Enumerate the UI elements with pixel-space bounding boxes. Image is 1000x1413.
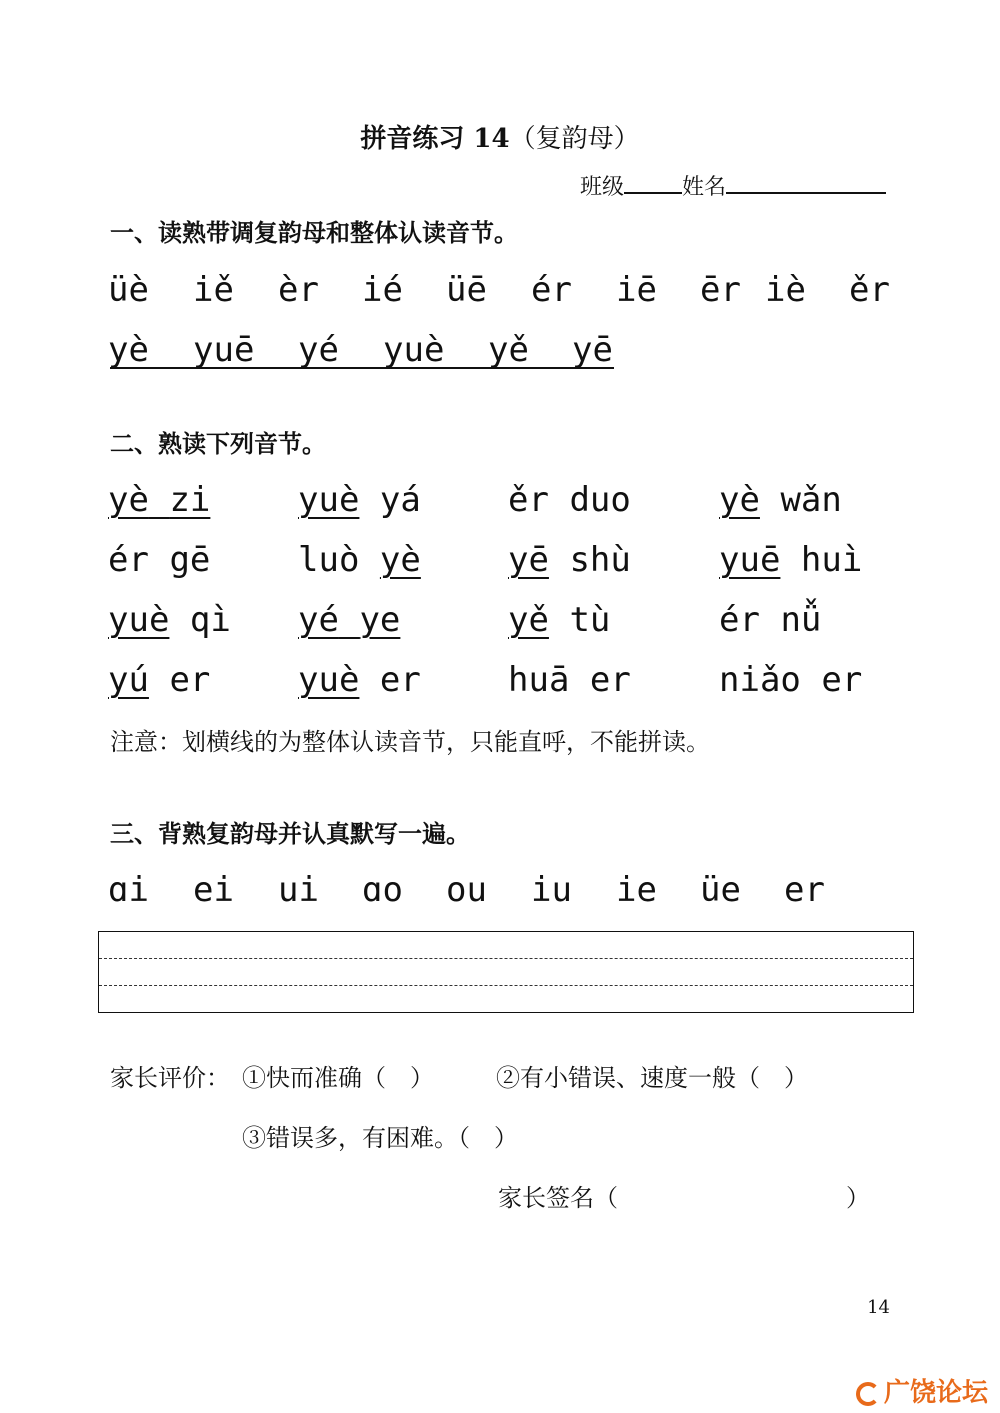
pinyin: yú bbox=[108, 660, 149, 700]
pinyin: er bbox=[169, 660, 211, 700]
word bbox=[298, 660, 421, 700]
pinyin: yè bbox=[108, 480, 149, 520]
pinyin: yě bbox=[488, 330, 529, 370]
pinyin: yē bbox=[572, 330, 613, 370]
word bbox=[108, 600, 231, 640]
pinyin: iē bbox=[616, 270, 657, 310]
parent-label: 家长评价： bbox=[110, 1064, 230, 1092]
pinyin: er bbox=[589, 660, 631, 700]
word bbox=[108, 660, 210, 700]
page-title: 拼音练习 14（复韵母） bbox=[360, 124, 640, 154]
pinyin: yé bbox=[298, 600, 339, 640]
pinyin: ye bbox=[359, 600, 401, 640]
class-name-line bbox=[580, 170, 886, 201]
pinyin: shù bbox=[569, 540, 631, 580]
pinyin: üè bbox=[108, 270, 149, 310]
pinyin: ér bbox=[108, 540, 149, 580]
pinyin: iu bbox=[531, 870, 572, 910]
pinyin: ié bbox=[362, 270, 403, 310]
name-blank[interactable] bbox=[726, 172, 886, 194]
word bbox=[508, 480, 631, 520]
word bbox=[719, 600, 821, 640]
pinyin: zi bbox=[169, 480, 211, 520]
guide-line bbox=[99, 958, 913, 959]
logo-icon bbox=[856, 1382, 880, 1406]
word bbox=[298, 600, 400, 640]
pinyin: yuē bbox=[719, 540, 781, 580]
section1-heading: 一、读熟带调复韵母和整体认读音节。 bbox=[110, 218, 518, 247]
pinyin: er bbox=[379, 660, 421, 700]
pinyin: ɑo bbox=[362, 870, 403, 910]
pinyin: yuè bbox=[383, 330, 445, 370]
pinyin: luò bbox=[298, 540, 360, 580]
parent-option-1: ①快而准确（ ） bbox=[242, 1064, 434, 1092]
pinyin: yè bbox=[108, 330, 149, 370]
pinyin: tù bbox=[569, 600, 611, 640]
parent-option-2: ②有小错误、速度一般（ ） bbox=[496, 1064, 808, 1092]
pinyin: ěr bbox=[849, 270, 890, 310]
parent-sign-close: ） bbox=[846, 1184, 870, 1212]
pinyin: huì bbox=[800, 540, 863, 580]
pinyin: nǚ bbox=[780, 600, 822, 640]
pinyin: ěr bbox=[508, 480, 549, 520]
pinyin: niǎo bbox=[719, 660, 801, 700]
word bbox=[719, 660, 862, 700]
pinyin: qì bbox=[189, 600, 231, 640]
pinyin: yuē bbox=[193, 330, 255, 370]
pinyin: wǎn bbox=[780, 480, 842, 520]
pinyin: èr bbox=[278, 270, 319, 310]
note: 注意：划横线的为整体认读音节，只能直呼，不能拼读。 bbox=[110, 728, 710, 756]
pinyin: yá bbox=[379, 480, 421, 520]
pinyin: huā bbox=[508, 660, 570, 700]
pinyin: yuè bbox=[108, 600, 170, 640]
page-number: 14 bbox=[867, 1297, 890, 1318]
pinyin: ui bbox=[278, 870, 319, 910]
word bbox=[108, 540, 210, 580]
watermark-logo: 广饶论坛 bbox=[856, 1372, 988, 1409]
word bbox=[508, 660, 631, 700]
section3-heading: 三、背熟复韵母并认真默写一遍。 bbox=[110, 819, 470, 848]
class-blank[interactable] bbox=[624, 172, 682, 194]
word bbox=[719, 540, 862, 580]
pinyin: ér bbox=[719, 600, 760, 640]
pinyin: ie bbox=[616, 870, 657, 910]
pinyin: iè bbox=[765, 270, 806, 310]
parent-sign-label: 家长签名（ bbox=[498, 1184, 618, 1212]
pinyin: er bbox=[821, 660, 863, 700]
pinyin: gē bbox=[169, 540, 211, 580]
pinyin: duo bbox=[569, 480, 631, 520]
word bbox=[298, 540, 421, 580]
pinyin: ɑi bbox=[108, 870, 149, 910]
pinyin: er bbox=[784, 870, 825, 910]
word bbox=[298, 480, 421, 520]
pinyin: yè bbox=[719, 480, 760, 520]
word bbox=[719, 480, 842, 520]
section1-row2-underline bbox=[110, 367, 614, 369]
pinyin: ei bbox=[193, 870, 234, 910]
pinyin: yē bbox=[508, 540, 549, 580]
pinyin: iě bbox=[193, 270, 234, 310]
word bbox=[508, 600, 610, 640]
pinyin: üe bbox=[700, 870, 741, 910]
word bbox=[508, 540, 631, 580]
parent-option-3: ③错误多，有困难。（ ） bbox=[242, 1124, 518, 1152]
pinyin: ou bbox=[446, 870, 487, 910]
section2-heading: 二、熟读下列音节。 bbox=[110, 429, 326, 458]
pinyin: yuè bbox=[298, 480, 360, 520]
pinyin: yè bbox=[379, 540, 421, 580]
pinyin: yuè bbox=[298, 660, 360, 700]
name-label: 姓名 bbox=[682, 175, 727, 200]
guide-line bbox=[99, 985, 913, 986]
class-label: 班级 bbox=[580, 175, 625, 200]
pinyin: ér bbox=[531, 270, 572, 310]
writing-box[interactable] bbox=[98, 931, 914, 1013]
pinyin: yě bbox=[508, 600, 549, 640]
word bbox=[108, 480, 210, 520]
pinyin: ēr bbox=[700, 270, 741, 310]
pinyin: yé bbox=[298, 330, 339, 370]
pinyin: üē bbox=[446, 270, 487, 310]
